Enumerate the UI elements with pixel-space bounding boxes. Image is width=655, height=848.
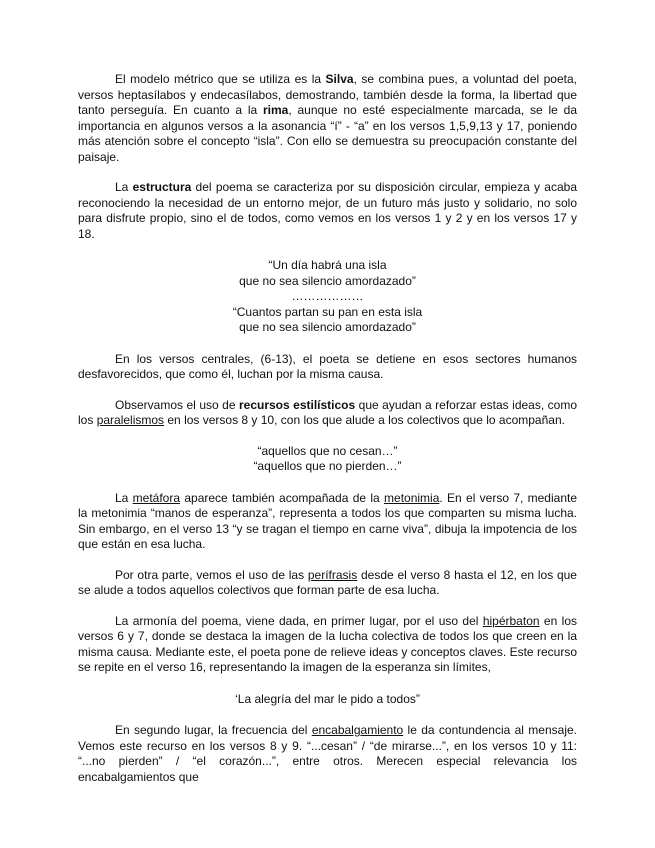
underlined-term-metonimia: metonimia xyxy=(384,490,440,505)
bold-term-estructura: estructura xyxy=(132,180,192,194)
bold-term-silva: Silva xyxy=(325,72,354,86)
paragraph-central-verses: En los versos centrales, (6-13), el poeta se detiene en esos sectores humanos desfavorecidos, que como él, luchan por la misma causa. xyxy=(78,351,577,381)
underlined-term-hiperbaton: hipérbaton xyxy=(482,613,540,628)
text: La xyxy=(115,180,133,194)
text: La xyxy=(115,490,133,505)
text: La armonía del poema, viene dada, en primer lugar, por el uso del xyxy=(115,613,483,628)
text: . En el verso 7, mediante la metonimia “manos de esperanza”, representa a todos los que comparten su misma lucha. Sin embargo, en el verso 13 “y se tragan el tiempo en carne viva”, dibuja la impotencia de los que están en esa lucha. xyxy=(78,490,578,551)
paragraph-metrics xyxy=(78,72,577,165)
text: El modelo métrico que se utiliza es la xyxy=(115,72,326,86)
text: que ayudan a reforzar estas ideas, como los xyxy=(78,397,577,427)
text: le da contundencia al mensaje. Vemos este recurso en los versos 8 y 9. “...cesan” / “de mirarse...”, en los versos 10 y 11: “...no pierden” / “el corazón...”, entre otros. Merecen especial relevancia los encabalgamientos que xyxy=(78,723,577,784)
underlined-term-metafora: metáfora xyxy=(132,490,181,505)
bold-term-recursos: recursos estilísticos xyxy=(238,397,356,412)
paragraph-structure xyxy=(78,180,577,242)
underlined-term-perifrasis: perífrasis xyxy=(307,567,358,582)
text: desde el verso 8 hasta el 12, en los que se alude a todos aquellos colectivos que forman parte de esa lucha. xyxy=(78,567,577,597)
text: aparece también acompañada de la xyxy=(180,490,385,505)
quote-line: que no sea silencio amordazado” xyxy=(239,320,416,334)
text: , aunque no esté especialmente marcada, se le da importancia en algunos versos a la asonancia “í” - “a” en los versos 1,5,9,13 y 17, poniendo más atención sobre el concepto “isla”. Con ello se demuestra su preocupación constante del paisaje. xyxy=(78,103,577,164)
quote-line: “Un día habrá una isla xyxy=(268,258,387,272)
quote-block-isla xyxy=(78,258,577,336)
text: Observamos el uso de xyxy=(115,397,239,412)
bold-term-rima: rima xyxy=(262,103,289,117)
paragraph-enjambment xyxy=(78,723,577,785)
paragraph-periphrasis xyxy=(78,568,577,599)
text: en los versos 8 y 10, con los que alude a los colectivos que lo acompañan. xyxy=(164,413,565,427)
underlined-term-encabalgamiento: encabalgamiento xyxy=(311,723,404,737)
underlined-term-paralelismos: paralelismos xyxy=(96,413,165,427)
quote-line: que no sea silencio amordazado” xyxy=(239,273,416,288)
text: del poema se caracteriza por su disposición circular, empieza y acaba reconociendo la necesidad de un entorno mejor, de un futuro más justo y solidario, no solo para disfrute propio, sino el de todos, como vemos en los versos 1 y 2 y en los versos 17 y 18. xyxy=(78,180,577,241)
quote-line: “Cuantos partan su pan en esta isla xyxy=(232,304,423,319)
paragraph-metaphor xyxy=(78,491,577,553)
quote-ellipsis: ……………… xyxy=(291,289,364,303)
paragraph-stylistic-resources xyxy=(78,398,577,429)
text: En segundo lugar, la frecuencia del xyxy=(115,723,312,737)
quote-block-aquellos xyxy=(78,444,577,475)
quote-line: “aquellos que no cesan…” xyxy=(257,443,398,458)
text: , se combina pues, a voluntad del poeta, versos heptasílabos y endecasílabos, demostrando, también desde la forma, la libertad que tanto perseguía. En cuanto a la xyxy=(78,72,577,117)
text: Por otra parte, vemos el uso de las xyxy=(115,567,308,582)
quote-line: “aquellos que no pierden…” xyxy=(253,459,402,473)
quote-alegria: ‘La alegría del mar le pido a todos” xyxy=(235,691,420,706)
paragraph-harmony xyxy=(78,614,577,676)
text: en los versos 6 y 7, donde se destaca la imagen de la lucha colectiva de todos los que creen en la misma causa. Mediante este, el poeta pone de relieve ideas y conceptos claves. Este recurso se repite en el verso 16, representando la imagen de la esperanza sin límites, xyxy=(78,613,577,674)
